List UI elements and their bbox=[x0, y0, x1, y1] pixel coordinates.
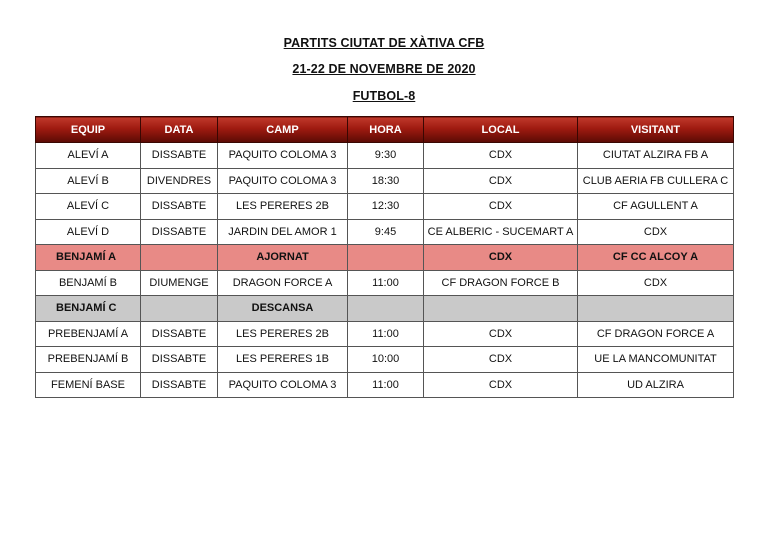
cell-local: CDX bbox=[424, 321, 578, 347]
cell-data: DISSABTE bbox=[141, 143, 218, 169]
cell-camp: JARDIN DEL AMOR 1 bbox=[218, 219, 348, 245]
cell-local: CDX bbox=[424, 372, 578, 398]
cell-visitant: CLUB AERIA FB CULLERA C bbox=[578, 168, 734, 194]
cell-camp: PAQUITO COLOMA 3 bbox=[218, 168, 348, 194]
cell-equip: FEMENÍ BASE bbox=[36, 372, 141, 398]
cell-camp: LES PERERES 2B bbox=[218, 321, 348, 347]
cell-local: CE ALBERIC - SUCEMART A bbox=[424, 219, 578, 245]
cell-camp: DRAGON FORCE A bbox=[218, 270, 348, 296]
table-row bbox=[36, 219, 734, 245]
match-schedule-table bbox=[35, 116, 734, 398]
page-dates: 21-22 DE NOVEMBRE DE 2020 bbox=[292, 62, 476, 76]
cell-data: DIUMENGE bbox=[141, 270, 218, 296]
cell-equip: PREBENJAMÍ A bbox=[36, 321, 141, 347]
cell-hora: 10:00 bbox=[348, 347, 424, 373]
column-header-camp: CAMP bbox=[218, 117, 348, 143]
cell-camp: DESCANSA bbox=[218, 296, 348, 322]
cell-data: DISSABTE bbox=[141, 194, 218, 220]
cell-equip: ALEVÍ D bbox=[36, 219, 141, 245]
cell-camp: AJORNAT bbox=[218, 245, 348, 271]
cell-hora bbox=[348, 245, 424, 271]
cell-data bbox=[141, 245, 218, 271]
cell-camp: LES PERERES 1B bbox=[218, 347, 348, 373]
page-category: FUTBOL-8 bbox=[352, 89, 416, 103]
cell-local: CDX bbox=[424, 194, 578, 220]
cell-data: DIVENDRES bbox=[141, 168, 218, 194]
cell-hora: 9:30 bbox=[348, 143, 424, 169]
cell-equip: BENJAMÍ B bbox=[36, 270, 141, 296]
table-row bbox=[36, 372, 734, 398]
column-header-visitant: VISITANT bbox=[578, 117, 734, 143]
table-row bbox=[36, 143, 734, 169]
table-row-postponed bbox=[36, 245, 734, 271]
cell-data: DISSABTE bbox=[141, 347, 218, 373]
cell-equip: BENJAMÍ A bbox=[36, 245, 141, 271]
cell-hora: 11:00 bbox=[348, 321, 424, 347]
cell-visitant bbox=[578, 296, 734, 322]
table-row-rest bbox=[36, 296, 734, 322]
cell-hora: 11:00 bbox=[348, 270, 424, 296]
cell-hora: 12:30 bbox=[348, 194, 424, 220]
cell-visitant: CF AGULLENT A bbox=[578, 194, 734, 220]
cell-data: DISSABTE bbox=[141, 372, 218, 398]
cell-local: CF DRAGON FORCE B bbox=[424, 270, 578, 296]
page-title: PARTITS CIUTAT DE XÀTIVA CFB bbox=[283, 36, 485, 50]
cell-local: CDX bbox=[424, 168, 578, 194]
table-row bbox=[36, 347, 734, 373]
cell-visitant: UE LA MANCOMUNITAT bbox=[578, 347, 734, 373]
cell-equip: PREBENJAMÍ B bbox=[36, 347, 141, 373]
cell-visitant: CIUTAT ALZIRA FB A bbox=[578, 143, 734, 169]
column-header-hora: HORA bbox=[348, 117, 424, 143]
table-row bbox=[36, 270, 734, 296]
cell-equip: BENJAMÍ C bbox=[36, 296, 141, 322]
cell-equip: ALEVÍ B bbox=[36, 168, 141, 194]
cell-camp: LES PERERES 2B bbox=[218, 194, 348, 220]
cell-visitant: CF CC ALCOY A bbox=[578, 245, 734, 271]
cell-hora bbox=[348, 296, 424, 322]
table-row bbox=[36, 194, 734, 220]
cell-data: DISSABTE bbox=[141, 321, 218, 347]
cell-local bbox=[424, 296, 578, 322]
column-header-local: LOCAL bbox=[424, 117, 578, 143]
cell-data: DISSABTE bbox=[141, 219, 218, 245]
cell-hora: 9:45 bbox=[348, 219, 424, 245]
cell-hora: 18:30 bbox=[348, 168, 424, 194]
cell-hora: 11:00 bbox=[348, 372, 424, 398]
cell-camp: PAQUITO COLOMA 3 bbox=[218, 143, 348, 169]
cell-visitant: CDX bbox=[578, 219, 734, 245]
table-row bbox=[36, 321, 734, 347]
cell-equip: ALEVÍ C bbox=[36, 194, 141, 220]
cell-visitant: UD ALZIRA bbox=[578, 372, 734, 398]
cell-local: CDX bbox=[424, 245, 578, 271]
table-body bbox=[36, 143, 734, 398]
column-header-data: DATA bbox=[141, 117, 218, 143]
column-header-equip: EQUIP bbox=[36, 117, 141, 143]
cell-equip: ALEVÍ A bbox=[36, 143, 141, 169]
table-header bbox=[36, 117, 734, 143]
cell-visitant: CDX bbox=[578, 270, 734, 296]
header-row bbox=[36, 117, 734, 143]
cell-local: CDX bbox=[424, 347, 578, 373]
cell-visitant: CF DRAGON FORCE A bbox=[578, 321, 734, 347]
cell-camp: PAQUITO COLOMA 3 bbox=[218, 372, 348, 398]
table-row bbox=[36, 168, 734, 194]
cell-data bbox=[141, 296, 218, 322]
cell-local: CDX bbox=[424, 143, 578, 169]
